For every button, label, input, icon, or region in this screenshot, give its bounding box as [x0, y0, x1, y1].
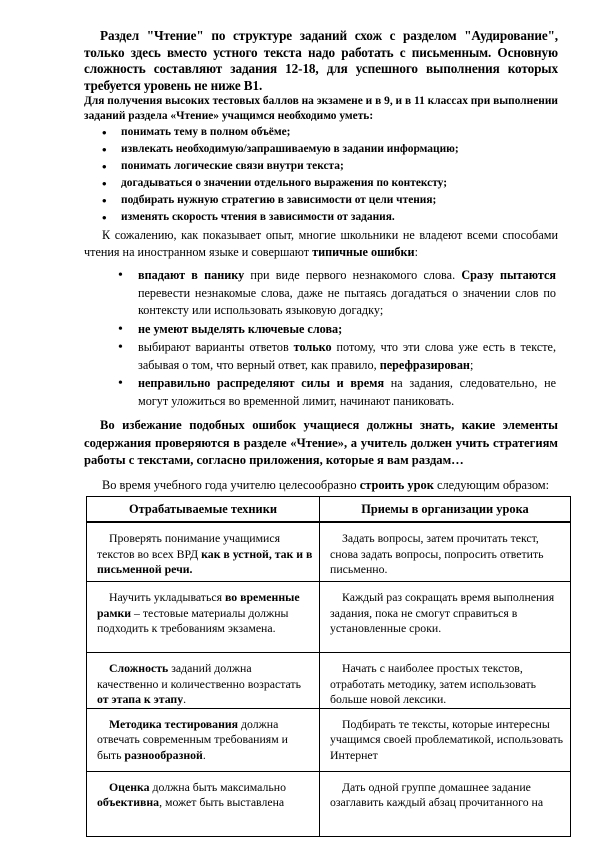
table-row [87, 771, 571, 836]
skills-list [84, 124, 558, 226]
error-text: перевести незнакомые слова, даже не пытаясь догадаться о значении слов по контексту или использовать языковую догадку; [138, 285, 556, 317]
cell-text: . [202, 747, 206, 762]
cell-bold: от этапа к этапу [97, 692, 184, 706]
table-cell [87, 771, 320, 836]
table-header-row [87, 497, 571, 523]
regret-paragraph [84, 227, 558, 261]
error-bold: только [293, 340, 332, 354]
lesson-end: следующим образом: [433, 477, 550, 492]
regret-text: К сожалению, как показывает опыт, многие школьники не владеют всеми способами чтения на иностранном языке и совершают [84, 228, 558, 259]
intro-paragraph-2 [84, 94, 558, 124]
cell-text: – тестовые материалы должны подходить к требованиям экзамена. [97, 605, 289, 635]
cell-text: , может быть выставлена [159, 795, 285, 809]
cell-bold: Сложность [109, 661, 169, 675]
cell-text: Научить укладываться [109, 590, 225, 604]
cell-text: . [183, 692, 187, 706]
lesson-bold: строить урок [359, 477, 434, 492]
intro-part1: Раздел "Чтение" по структуре заданий схож с разделом "Аудирование", только здесь вместо устного текста надо работать с письменным. Основную сложность составляют задания 12-18, для успешного выполнения которых требуется уровень не ниже B1. [84, 28, 558, 93]
table-row [87, 523, 571, 582]
document-page [84, 28, 558, 494]
techniques-table [86, 496, 571, 837]
regret-bold: типичные ошибки [312, 245, 415, 259]
warning-paragraph: Во избежание подобных ошибок учащиеся должны знать, какие элементы содержания проверяются в разделе «Чтение», а учитель должен учить стратегиям работы с текстами, согласно приложения, которые я вам раздам… [84, 418, 558, 467]
table-cell: Подбирать те тексты, которые интересны учащимся своей проблематикой, использовать Интернет [320, 708, 571, 771]
table-cell [87, 582, 320, 653]
intro-paragraph [84, 28, 558, 94]
cell-text: должна быть максимально [149, 779, 286, 794]
table-row [87, 582, 571, 653]
table-cell: Дать одной группе домашнее задание озаглавить каждый абзац прочитанного на [320, 771, 571, 836]
list-item: • понимать логические связи внутри текста; [84, 158, 558, 175]
table-cell [87, 523, 320, 582]
error-text: потому, что эти слова уже есть в тексте, забывая о том, что верный ответ, как правило, [138, 340, 557, 372]
cell-bold: во временные рамки [97, 590, 300, 620]
cell-bold: Методика тестирования [109, 716, 239, 731]
error-text: выбирают варианты ответов [138, 340, 294, 354]
table-cell: Задать вопросы, затем прочитать текст, снова задать вопросы, попросить ответить письменно. [320, 523, 571, 582]
error-bold: перефразирован [379, 357, 470, 372]
cell-bold: Оценка [109, 779, 150, 794]
error-text: ; [469, 357, 474, 372]
list-item: • подбирать нужную стратегию в зависимости от цели чтения; [84, 192, 558, 209]
list-item: • изменять скорость чтения в зависимости от задания. [84, 209, 558, 226]
list-item [84, 375, 558, 410]
table-cell [87, 653, 320, 709]
list-item [84, 321, 558, 339]
header-double-rule [86, 521, 570, 525]
cell-text: Проверять понимание учащимися текстов во всех ВРД [97, 531, 281, 561]
error-bold: Сразу пытаются [461, 268, 557, 282]
cell-bold: объективна [97, 795, 160, 809]
table-cell: Каждый раз сокращать время выполнения задания, пока не смогут справиться в установленные сроки. [320, 582, 571, 653]
table-cell: Начать с наиболее простых текстов, отработать методику, затем использовать больше новой лексики. [320, 653, 571, 709]
error-bold: неправильно распределяют силы и время [138, 376, 385, 390]
list-item [84, 267, 558, 320]
list-item: • понимать тему в полном объёме; [84, 124, 558, 141]
cell-bold: разнообразной [124, 747, 203, 762]
error-text: на задания, следовательно, не могут уложиться во временной лимит, начинают паниковать. [138, 376, 556, 408]
lesson-text: Во время учебного года учителю целесообразно [102, 477, 360, 492]
intro-part2: Для получения высоких тестовых баллов на экзамене и в 9, и в 11 классах при выполнении заданий раздела «Чтение» учащимся необходимо уметь: [84, 95, 558, 122]
list-item: • догадываться о значении отдельного выражения по контексту; [84, 175, 558, 192]
error-bold: впадают в панику [138, 268, 245, 282]
lesson-paragraph [84, 477, 558, 494]
errors-list [84, 267, 558, 410]
cell-text: должна отвечать современным требованиям и быть [97, 716, 288, 762]
error-text: при виде первого незнакомого слова. [244, 268, 462, 282]
list-item: • извлекать необходимую/запрашиваемую в задании информацию; [84, 141, 558, 158]
cell-bold: как в устной, так и в письменной речи. [97, 546, 313, 576]
table-row [87, 653, 571, 709]
table-cell [87, 708, 320, 771]
list-item [84, 339, 558, 374]
regret-end: : [414, 245, 418, 259]
cell-text: заданий должна качественно и количественно возрастать [97, 661, 301, 691]
column-header: Приемы в организации урока [320, 497, 571, 523]
table-row [87, 708, 571, 771]
error-bold: не умеют выделять ключевые слова; [138, 321, 343, 336]
column-header: Отрабатываемые техники [87, 497, 320, 523]
